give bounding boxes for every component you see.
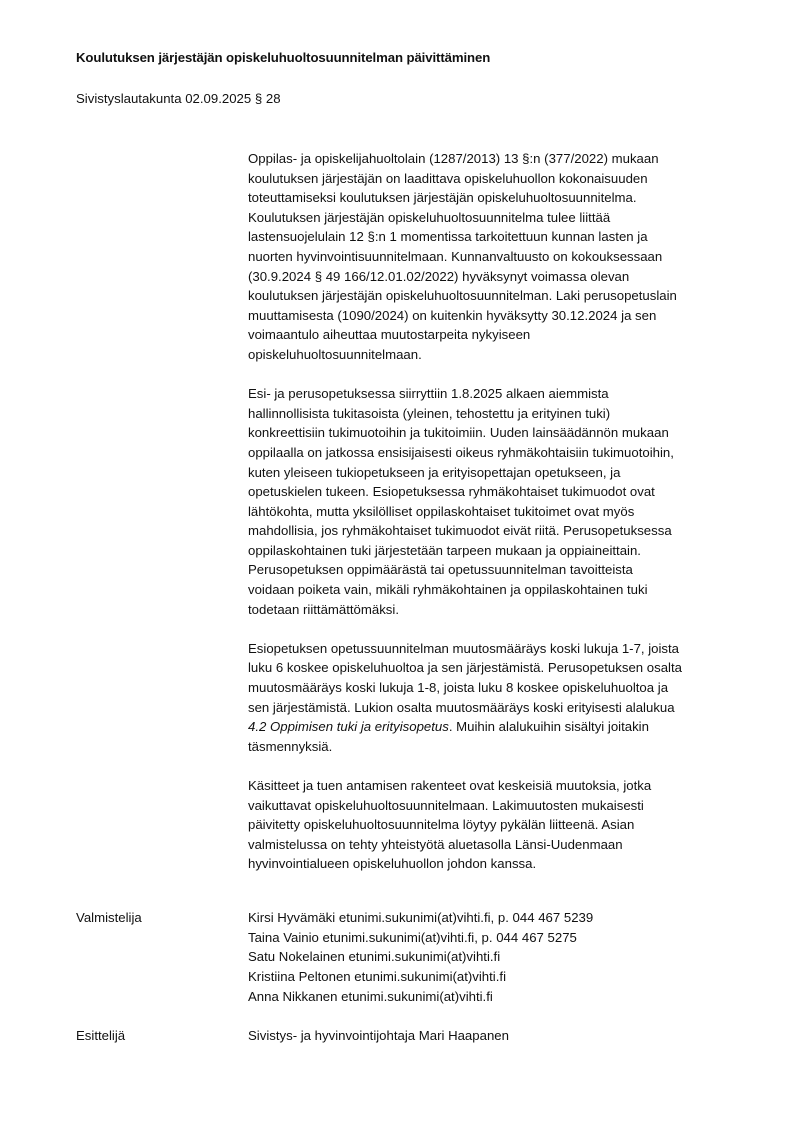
preparer-contact: Kristiina Peltonen etunimi.sukunimi(at)vihti.fi bbox=[248, 969, 506, 985]
paragraph-text: . Muihin alalukuihin sisältyi joitakin täsmennyksiä. bbox=[248, 719, 649, 754]
preparer-contact: Taina Vainio etunimi.sukunimi(at)vihti.fi, p. 044 467 5275 bbox=[248, 929, 577, 945]
body-paragraph: Käsitteet ja tuen antamisen rakenteet ovat keskeisiä muutoksia, jotka vaikuttavat opiskeluhuoltosuunnitelmaan. Lakimuutosten mukaisesti päivitetty opiskeluhuoltosuunnitelma löytyy pykälän liitteenä. Asian valmistelussa on tehty yhteistyötä aluetasolla Länsi-Uudenmaan hyvinvointialueen opiskeluhuollon johdon kanssa. bbox=[248, 778, 652, 872]
presenter-name: Sivistys- ja hyvinvointijohtaja Mari Haapanen bbox=[248, 1028, 509, 1043]
section-reference: 4.2 Oppimisen tuki ja erityisopetus bbox=[248, 719, 449, 735]
body-paragraph: Esi- ja perusopetuksessa siirryttiin 1.8.2025 alkaen aiemmista hallinnollisista tukitasoista (yleinen, tehostettu ja erityinen tuki) konkreettisiin tukimuotoihin ja tukitoimiin. Uuden lainsäädännön mukaan oppilaalla on jatkossa ensisijaisesti oikeus ryhmäkohtaisiin tukimuotoihin, kuten yleiseen tukiopetukseen ja erityisopettajan opetukseen, ja opetuskielen tukeen. Esiopetuksessa ryhmäkohtaiset tukimuodot ovat lähtökohta, mutta yksilölliset oppilaskohtaiset tukitoimet ovat myös mahdollisia, jos ryhmäkohtaiset tukimuodot eivät riitä. Perusopetuksessa oppilaskohtainen tuki järjestetään tarpeen mukaan ja oppiaineittain. Perusopetuksen oppimäärästä tai opetussuunnitelman tavoitteista voidaan poiketa vain, mikäli ryhmäkohtainen ja oppilaskohtainen tuki todetaan riittämättömäksi. bbox=[248, 386, 674, 617]
meeting-reference: Sivistyslautakunta 02.09.2025 § 28 bbox=[76, 91, 281, 106]
paragraph-text: Esiopetuksen opetussuunnitelman muutosmääräys koski lukuja 1-7, joista luku 6 koskee opiskeluhuoltoa ja sen järjestämistä. Perusopetuksen osalta muutosmääräys koski lukuja 1-8, joista luku 8 koskee opiskeluhuoltoa ja sen järjestämistä. Lukion osalta muutosmääräys koski erityisesti alalukua bbox=[248, 640, 682, 715]
preparer-contact: Kirsi Hyvämäki etunimi.sukunimi(at)vihti.fi, p. 044 467 5239 bbox=[248, 910, 594, 925]
body-paragraph bbox=[248, 639, 733, 757]
document-body bbox=[248, 149, 733, 894]
preparers-list bbox=[248, 908, 593, 1007]
preparer-contact: Satu Nokelainen etunimi.sukunimi(at)vihti.fi bbox=[248, 949, 501, 965]
preparer-contact: Anna Nikkanen etunimi.sukunimi(at)vihti.fi bbox=[248, 988, 493, 1004]
body-paragraph: Oppilas- ja opiskelijahuoltolain (1287/2013) 13 §:n (377/2022) mukaan koulutuksen järjestäjän on laadittava opiskeluhuollon kokonaisuuden toteuttamiseksi koulutuksen järjestäjän opiskeluhuoltosuunnitelma. Koulutuksen järjestäjän opiskeluhuoltosuunnitelma tulee liittää lastensuojelulain 12 §:n 1 momentissa tarkoitettuun kunnan lasten ja nuorten hyvinvointisuunnitelmaan. Kunnanvaltuusto on kokouksessaan (30.9.2024 § 49 166/12.01.02/2022) hyväksynyt voimassa olevan koulutuksen järjestäjän opiskeluhuoltosuunnitelman. Laki perusopetuslain muuttamisesta (1090/2024) on kuitenkin hyväksytty 30.12.2024 ja sen voimaantulo aiheuttaa muutostarpeita nykyiseen opiskeluhuoltosuunnitelmaan. bbox=[248, 151, 677, 362]
document-title: Koulutuksen järjestäjän opiskeluhuoltosuunnitelman päivittäminen bbox=[76, 50, 491, 65]
presenter-label: Esittelijä bbox=[76, 1028, 126, 1043]
preparers-label: Valmistelija bbox=[76, 910, 142, 925]
